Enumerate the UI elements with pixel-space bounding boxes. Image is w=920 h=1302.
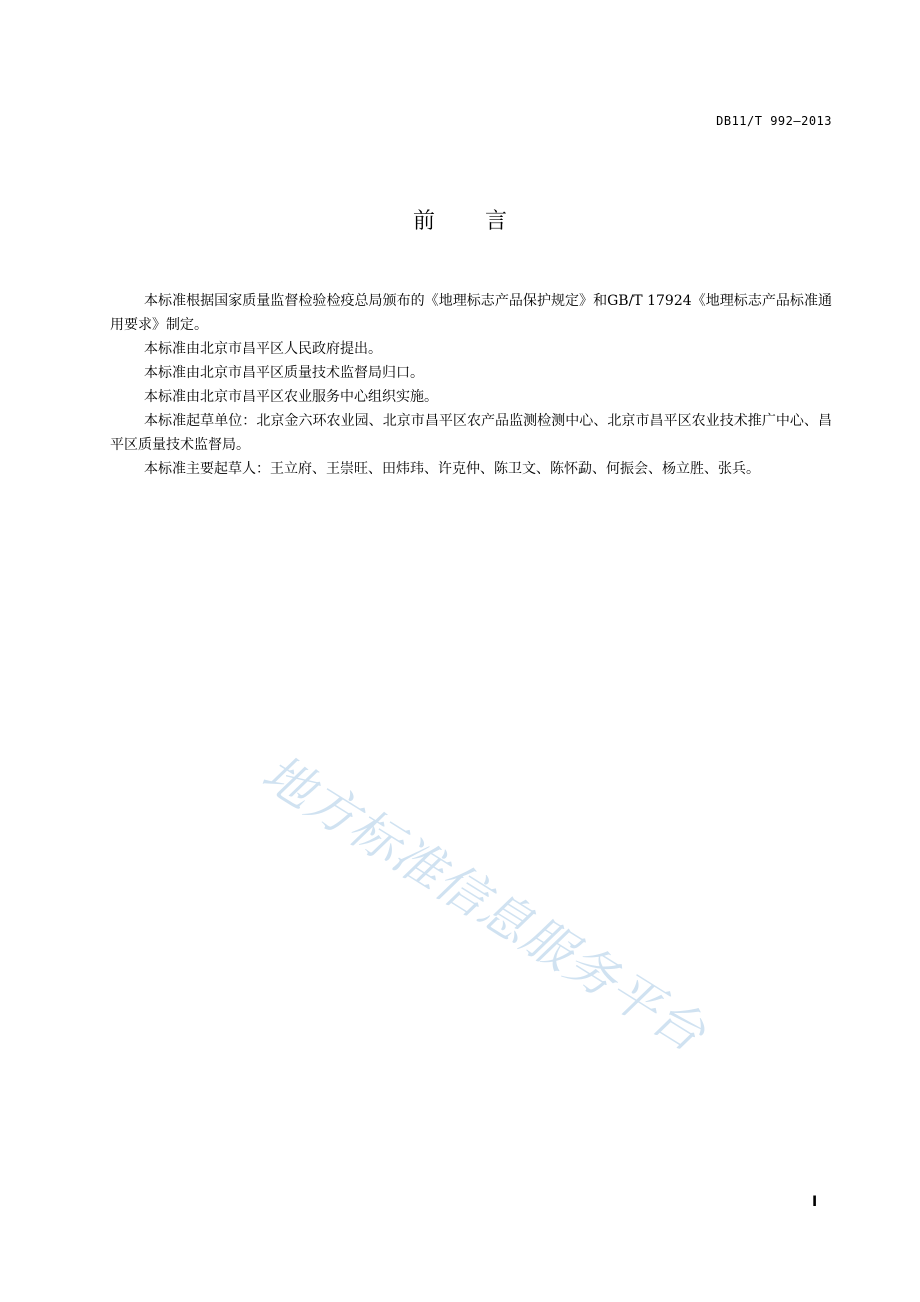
page-number: I [812,1194,818,1210]
foreword-body [110,289,832,481]
page-title: 前言 [412,209,557,234]
paragraph-basis: 本标准根据国家质量监督检验检疫总局颁布的《地理标志产品保护规定》和GB/T 17924《地理标志产品标准通用要求》制定。 [110,293,832,333]
paragraph-implementer: 本标准由北京市昌平区农业服务中心组织实施。 [144,389,438,405]
paragraph-proposer: 本标准由北京市昌平区人民政府提出。 [144,341,382,357]
paragraph-centralized: 本标准由北京市昌平区质量技术监督局归口。 [144,365,424,381]
paragraph-drafting-units: 本标准起草单位：北京金六环农业园、北京市昌平区农产品监测检测中心、北京市昌平区农业技术推广中心、昌平区质量技术监督局。 [110,413,832,453]
document-code: DB11/T 992—2013 [716,114,832,128]
paragraph-drafters: 本标准主要起草人：王立府、王崇旺、田炜玮、许克仲、陈卫文、陈怀勐、何振会、杨立胜、张兵。 [144,461,760,477]
watermark: 地方标准信息服务平台 [252,743,716,1064]
